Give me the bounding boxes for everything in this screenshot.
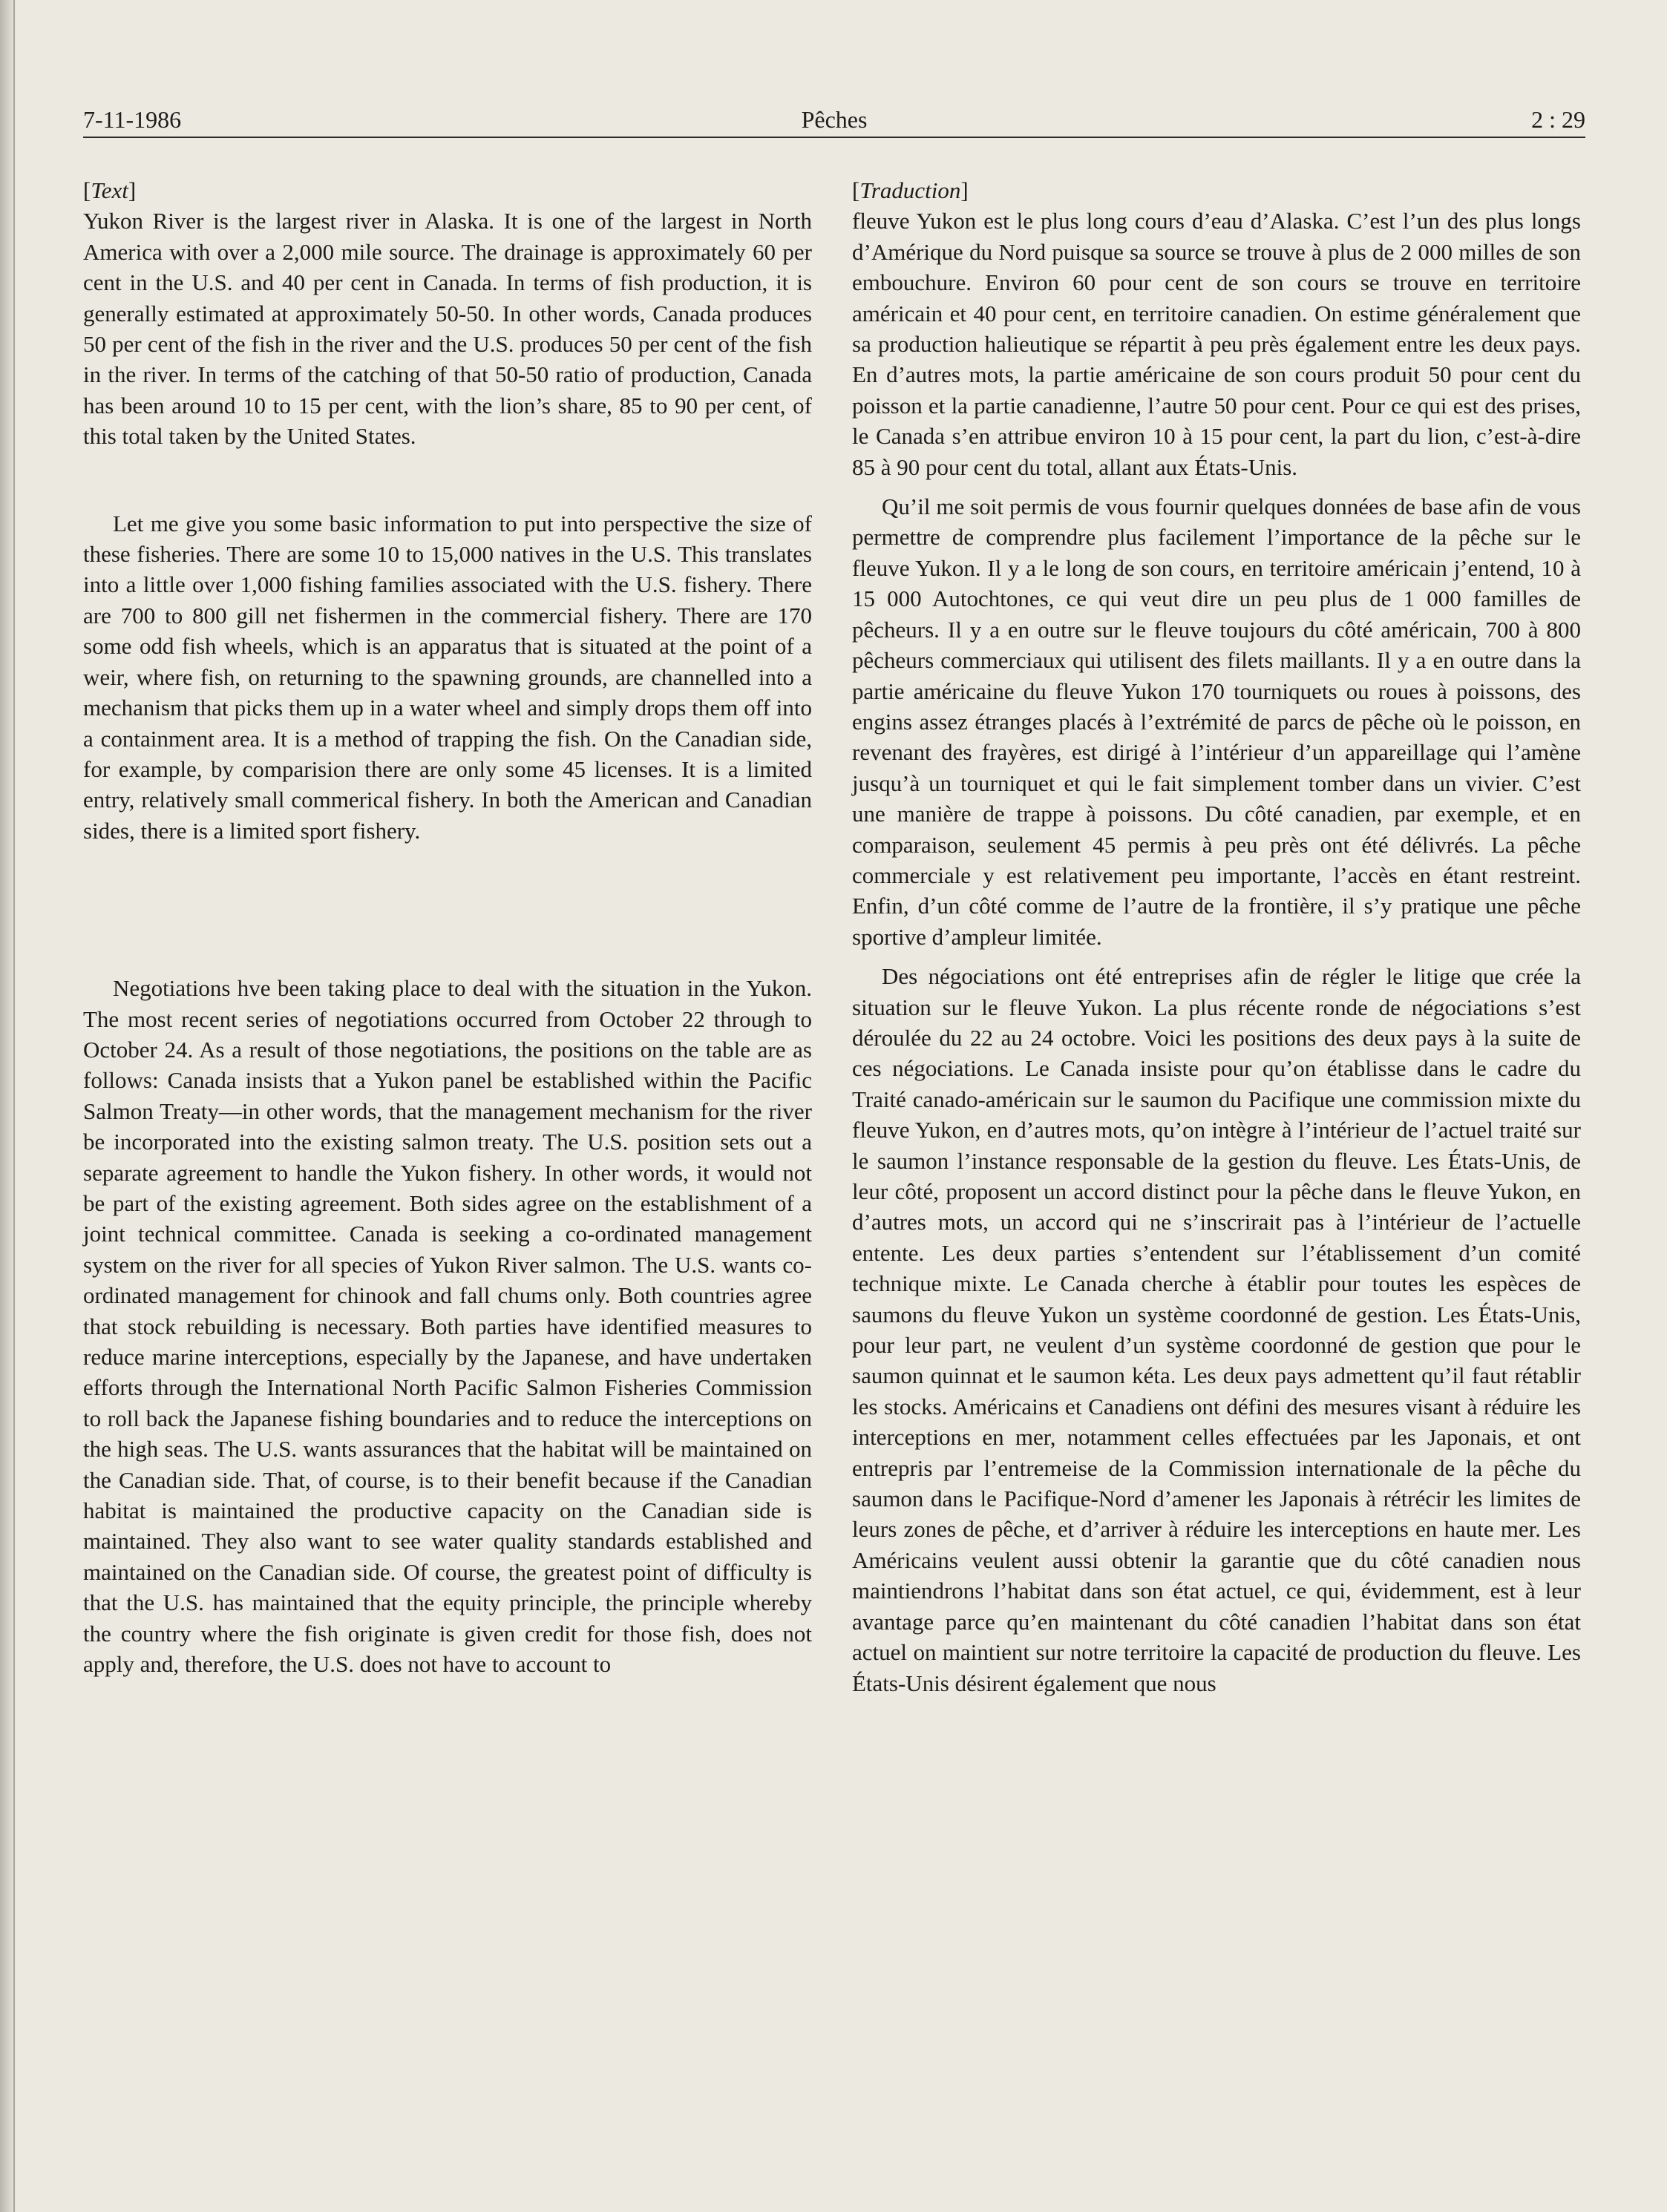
- french-paragraph-3: Des négociations ont été entreprises afin de régler le litige que crée la situation sur le fleuve Yukon. La plus récente ronde de négociations s’est déroulée du 22 au 24 octobre. Voici les positions des deux pays à la suite de ces négociations. Le Canada insiste pour qu’on établisse dans le cadre du Traité canado-américain sur le saumon du Pacifique une commission mixte du fleuve Yukon, en d’autres mots, qu’on intègre à l’intérieur de l’actuel traité sur le saumon l’instance responsable de la gestion du fleuve. Les États-Unis, de leur côté, proposent un accord distinct pour la pêche dans le fleuve Yukon, en d’autres mots, un accord qui ne s’inscrirait pas à l’intérieur de l’actuelle entente. Les deux parties s’entendent sur l’établissement d’un comité technique mixte. Le Canada cherche à établir pour toutes les espèces de saumons du fleuve Yukon un système coordonné de gestion. Les États-Unis, pour leur part, ne veulent d’un système coordonné de gestion que pour le saumon quinnat et le saumon kéta. Les deux pays admettent qu’il faut rétablir les stocks. Américains et Canadiens ont défini des mesures visant à réduire les interceptions en mer, notamment celles effectuées par les Japonais, et ont entrepris par l’entremeise de la Commission internationale de la pêche du saumon dans le Pacifique-Nord d’amener les Japonais à rétrécir les limites de leurs zones de pêche, et d’arriver à réduire les interceptions en haute mer. Les Américains veulent aussi obtenir la garantie que du côté canadien nous maintiendrons l’habitat dans son état actuel, ce qui, évidemment, est à leur avantage parce qu’en maintenant du côté canadien l’habitat dans son état actuel on maintient sur notre territoire la capacité de production du fleuve. Les États-Unis désirent également que nous: [852, 963, 1581, 1696]
- french-paragraph-1: fleuve Yukon est le plus long cours d’eau d’Alaska. C’est l’un des plus longs d’Amérique du Nord puisque sa source se trouve à plus de 2 000 milles de son embouchure. Environ 60 pour cent de son cours se trouve en territoire américain et 40 pour cent, en territoire canadien. On estime généralement que sa production halieutique se répartit à peu près également entre les deux pays. En d’autres mots, la partie américaine de son cours produit 50 pour cent du poisson et la partie canadienne, l’autre 50 pour cent. Pour ce qui est des prises, le Canada s’en attribue environ 10 à 15 pour cent, la part du lion, c’est-à-dire 85 à 90 pour cent du total, allant aux États-Unis.: [852, 208, 1581, 480]
- binding-shadow-line: [13, 0, 15, 2212]
- section-label-text: [Text]: [83, 177, 137, 203]
- header-page-number: 2 : 29: [1531, 106, 1585, 133]
- english-paragraph-1: Yukon River is the largest river in Alaska. It is one of the largest in North America with over a 2,000 mile source. The drainage is approximately 60 per cent in the U.S. and 40 per cent in Canada. In terms of fish production, it is generally estimated at approximately 50-50. In other words, Canada produces 50 per cent of the fish in the river and the U.S. produces 50 per cent of the fish in the river. In terms of the catching of that 50-50 ratio of production, Canada has been around 10 to 15 per cent, with the lion’s share, 85 to 90 per cent, of this total taken by the United States.: [83, 208, 812, 450]
- french-column: [852, 175, 1581, 1699]
- english-paragraph-2: Let me give you some basic information to put into perspective the size of these fisheries. There are some 10 to 15,000 natives in the U.S. This translates into a little over 1,000 fishing families associated with the U.S. fishery. There are 700 to 800 gill net fishermen in the commercial fishery. There are 170 some odd fish wheels, which is an apparatus that is situated at the point of a weir, where fish, on returning to the spawning grounds, are channelled into a mechanism that picks them up in a water wheel and simply drops them off into a containment area. It is a method of trapping the fish. On the Canadian side, for example, by comparision there are only some 45 licenses. It is a limited entry, relatively small commerical fishery. In both the American and Canadian sides, there is a limited sport fishery.: [83, 510, 812, 844]
- english-paragraph-3: Negotiations hve been taking place to deal with the situation in the Yukon. The most recent series of negotiations occurred from October 22 through to October 24. As a result of those negotiations, the positions on the table are as follows: Canada insists that a Yukon panel be established within the Pacific Salmon Treaty—in other words, that the management mechanism for the river be incorporated into the existing salmon treaty. The U.S. position sets out a separate agreement to handle the Yukon fishery. In other words, it would not be part of the existing agreement. Both sides agree on the establishment of a joint technical committee. Canada is seeking a co-ordinated management system on the river for all species of Yukon River salmon. The U.S. wants co-ordinated management for chinook and fall chums only. Both countries agree that stock rebuilding is necessary. Both parties have identified measures to reduce marine interceptions, especially by the Japanese, and have undertaken efforts through the International North Pacific Salmon Fisheries Commission to roll back the Japanese fishing boundaries and to reduce the interceptions on the high seas. The U.S. wants assurances that the habitat will be maintained on the Canadian side. That, of course, is to their benefit because if the Canadian habitat is maintained the productive capacity on the Canadian side is maintained. They also want to see water quality standards established and maintained on the Canadian side. Of course, the greatest point of difficulty is that the U.S. has maintained that the equity principle, the principle whereby the country where the fish originate is given credit for those fish, does not apply and, therefore, the U.S. does not have to account to: [83, 975, 812, 1678]
- paragraph-spacer: [852, 482, 1581, 491]
- section-label-traduction-word: Traduction: [859, 177, 961, 203]
- paragraph-spacer: [83, 846, 812, 973]
- running-header: [83, 102, 1585, 137]
- paragraph-spacer: [83, 452, 812, 508]
- english-column: [83, 175, 812, 1679]
- section-label-text-word: Text: [91, 177, 128, 203]
- paragraph-spacer: [852, 952, 1581, 961]
- section-label-traduction: [Traduction]: [852, 177, 969, 203]
- french-paragraph-2: Qu’il me soit permis de vous fournir quelques données de base afin de vous permettre de comprendre plus facilement l’importance de la pêche sur le fleuve Yukon. Il y a le long de son cours, en territoire américain j’entend, 10 à 15 000 Autochtones, ce qui veut dire un peu plus de 1 000 familles de pêcheurs. Il y a en outre sur le fleuve toujours du côté américain, 700 à 800 pêcheurs commerciaux qui utilisent des filets maillants. Il y a en outre dans la partie américaine du fleuve Yukon 170 tourniquets ou roues à poissons, des engins assez étranges placés à l’extrémité de parcs de pêche où le poisson, en revenant des frayères, est dirigé à l’intérieur d’un appareillage qui l’amène jusqu’à un tourniquet et qui le fait simplement tomber dans un vivier. C’est une manière de trappe à poissons. Du côté canadien, par exemple, et en comparaison, seulement 45 permis à peu près ont été délivrés. La pêche commerciale y est relativement peu importante, l’accès en étant restreint. Enfin, d’un côté comme de l’autre de la frontière, il s’y pratique une pêche sportive d’ampleur limitée.: [852, 493, 1581, 950]
- header-date: 7-11-1986: [83, 106, 182, 133]
- header-title: Pêches: [801, 106, 868, 133]
- header-rule: [83, 137, 1585, 138]
